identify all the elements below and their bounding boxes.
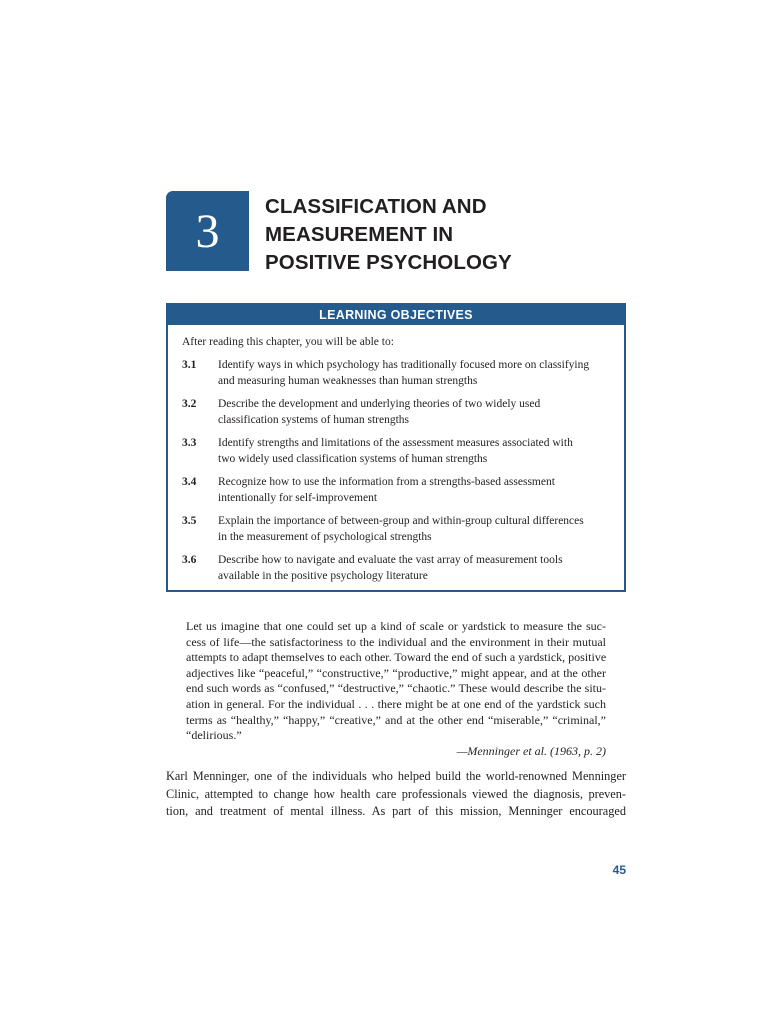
objective-number: 3.5 (182, 515, 197, 527)
objective-number: 3.4 (182, 476, 197, 488)
learning-objective-item (182, 397, 612, 436)
epigraph-quote (186, 619, 606, 744)
chapter-number: 3 (195, 204, 220, 258)
chapter-number-box (166, 191, 249, 271)
objective-text (218, 358, 618, 389)
quote-line: adjectives like “peaceful,” “constructive,” “productive,” might appear, and at the other (186, 665, 606, 680)
quote-line: ation in general. For the individual . . . there might be at one end of the yardstick such (186, 696, 606, 711)
quote-line: terms as “healthy,” “happy,” “creative,” and at the other end “miserable,” “criminal,” (186, 712, 606, 727)
body-line: Karl Menninger, one of the individuals who helped build the world-renowned Menninger (166, 769, 626, 783)
objective-line: and measuring human weaknesses than human strengths (218, 374, 478, 387)
objective-number: 3.3 (182, 437, 197, 449)
objective-line: in the measurement of psychological strengths (218, 530, 432, 543)
learning-objective-item (182, 358, 612, 397)
objective-text (218, 397, 618, 428)
objective-line: Describe the development and underlying theories of two widely used (218, 398, 541, 410)
quote-line: cess of life—the satisfactoriness to the individual and the environment in their mutual (186, 634, 606, 649)
learning-objectives-box (166, 303, 626, 592)
objective-line: intentionally for self-improvement (218, 491, 378, 504)
learning-objectives-heading: LEARNING OBJECTIVES (168, 305, 624, 325)
learning-objective-item (182, 553, 612, 592)
body-line: Clinic, attempted to change how health care professionals viewed the diagnosis, preven- (166, 786, 626, 801)
objective-line: Recognize how to use the information from a strengths-based assessment (218, 476, 555, 488)
body-line: tion, and treatment of mental illness. As part of this mission, Menninger encouraged (166, 804, 626, 818)
objective-line: two widely used classification systems of human strengths (218, 452, 488, 465)
learning-objective-item (182, 436, 612, 475)
quote-line: “delirious.” (186, 728, 242, 743)
learning-objectives-intro: After reading this chapter, you will be able to: (182, 336, 394, 348)
page-number: 45 (612, 863, 626, 877)
quote-line: end such words as “confused,” “destructive,” “chaotic.” These would describe the situ- (186, 681, 606, 696)
learning-objectives-list (182, 358, 612, 592)
quote-line: attempts to adapt themselves to each other. Toward the end of such a yardstick, positive (186, 650, 607, 665)
objective-number: 3.2 (182, 398, 197, 410)
objective-text (218, 436, 618, 467)
chapter-title-line: CLASSIFICATION AND (265, 195, 487, 218)
objective-number: 3.6 (182, 554, 197, 566)
chapter-title-line: POSITIVE PSYCHOLOGY (265, 251, 512, 274)
objective-line: Describe how to navigate and evaluate the vast array of measurement tools (218, 554, 563, 566)
objective-line: available in the positive psychology literature (218, 569, 428, 582)
quote-line: Let us imagine that one could set up a kind of scale or yardstick to measure the suc- (186, 619, 606, 633)
objective-line: Identify strengths and limitations of the assessment measures associated with (218, 437, 573, 449)
objective-line: Identify ways in which psychology has traditionally focused more on classifying (218, 359, 590, 371)
objective-line: classification systems of human strengths (218, 413, 409, 426)
learning-objective-item (182, 514, 612, 553)
objective-number: 3.1 (182, 359, 197, 371)
body-paragraph (166, 768, 626, 821)
learning-objective-item (182, 475, 612, 514)
objective-line: Explain the importance of between-group and within-group cultural differences (218, 515, 584, 527)
objective-text (218, 514, 618, 545)
epigraph-attribution: —Menninger et al. (1963, p. 2) (456, 744, 606, 758)
objective-text (218, 475, 618, 506)
chapter-title (265, 193, 625, 277)
objective-text (218, 553, 618, 584)
chapter-title-line: MEASUREMENT IN (265, 223, 454, 246)
